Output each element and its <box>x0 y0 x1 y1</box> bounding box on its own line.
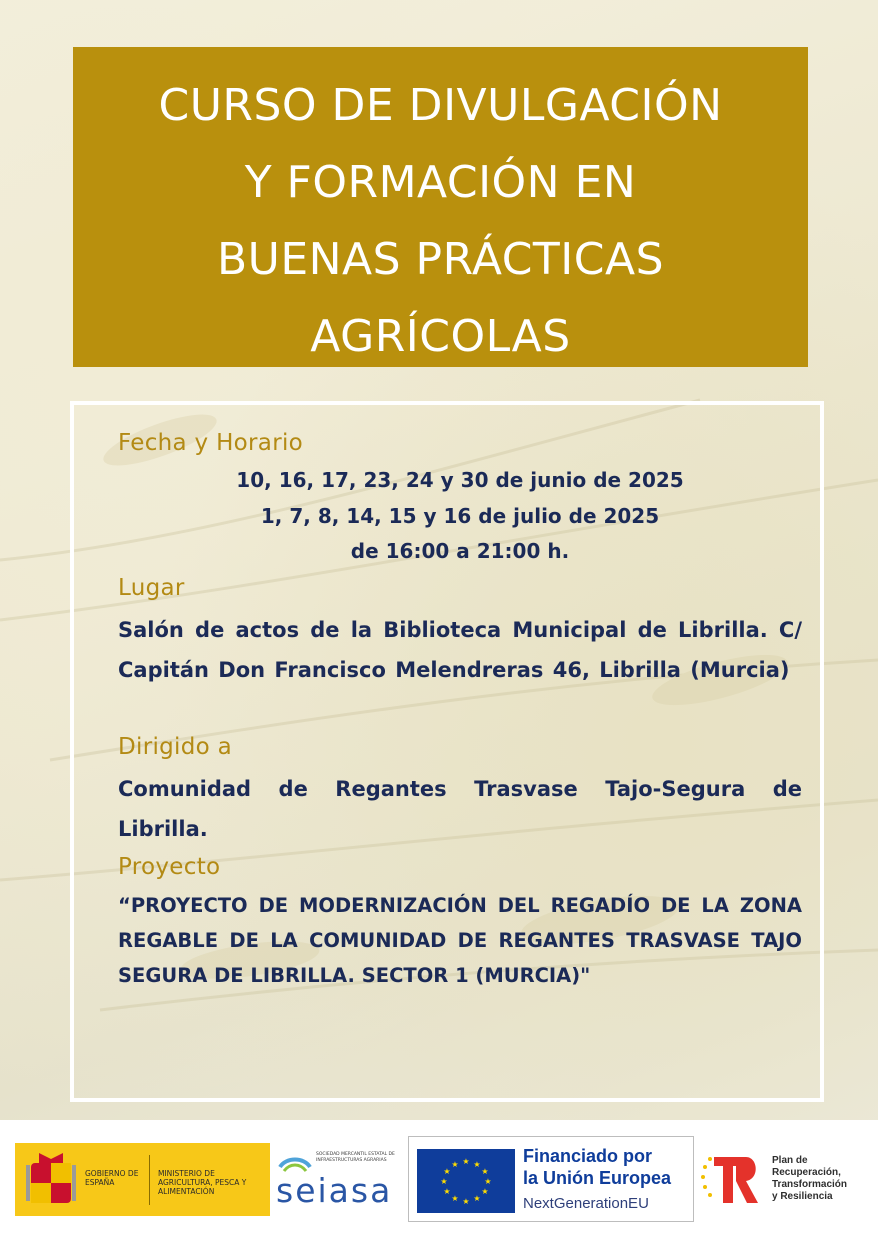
venue-address: Salón de actos de la Biblioteca Municipal de Librilla. C/ Capitán Don Francisco Melendreras 46, Librilla (Murcia) <box>118 618 802 682</box>
svg-text:★: ★ <box>473 1194 481 1203</box>
title-line: CURSO DE DIVULGACIÓN <box>158 80 723 131</box>
prtr-line: Transformación <box>772 1179 848 1190</box>
title-line: BUENAS PRÁCTICAS <box>216 234 665 285</box>
audience-heading: Dirigido a <box>118 734 233 760</box>
coat-of-arms-icon <box>25 1149 77 1209</box>
next-generation-eu-text: NextGenerationEU <box>523 1195 649 1212</box>
prtr-text <box>772 1155 868 1203</box>
svg-text:★: ★ <box>443 1167 451 1176</box>
svg-text:★: ★ <box>462 1197 470 1206</box>
seiasa-wordmark: seiasa <box>276 1171 393 1210</box>
seiasa-logo <box>270 1143 408 1216</box>
course-title <box>73 47 808 367</box>
svg-text:★: ★ <box>462 1157 470 1166</box>
svg-text:★: ★ <box>451 1194 459 1203</box>
eu-line: Financiado por <box>523 1146 653 1166</box>
schedule-june-dates: 10, 16, 17, 23, 24 y 30 de junio de 2025 <box>236 468 684 492</box>
audience-text: Comunidad de Regantes Trasvase Tajo-Segura de Librilla. <box>118 777 802 841</box>
svg-text:★: ★ <box>440 1177 448 1186</box>
prtr-line: Plan de <box>772 1155 808 1166</box>
schedule-hours: de 16:00 a 21:00 h. <box>350 539 570 563</box>
eu-line: la Unión Europea <box>523 1168 672 1188</box>
eu-flag-icon <box>417 1149 515 1213</box>
svg-text:★: ★ <box>481 1187 489 1196</box>
svg-text:★: ★ <box>484 1177 492 1186</box>
prtr-line: y Resiliencia <box>772 1191 833 1202</box>
gobierno-espana-logo <box>15 1143 270 1216</box>
prtr-line: Recuperación, <box>772 1167 841 1178</box>
divider <box>149 1155 150 1205</box>
svg-text:★: ★ <box>481 1167 489 1176</box>
svg-text:★: ★ <box>451 1160 459 1169</box>
title-line: Y FORMACIÓN EN <box>244 157 637 208</box>
gobierno-text: GOBIERNO DE ESPAÑA <box>85 1169 139 1187</box>
schedule-july-dates: 1, 7, 8, 14, 15 y 16 de julio de 2025 <box>260 504 660 528</box>
seiasa-tagline: SOCIEDAD MERCANTIL ESTATAL DE INFRAESTRUCTURAS AGRARIAS <box>316 1152 395 1163</box>
eu-funding-text <box>523 1145 671 1189</box>
eu-funding-logo <box>408 1136 694 1222</box>
schedule-heading: Fecha y Horario <box>118 430 304 456</box>
venue-heading: Lugar <box>118 575 185 601</box>
ministerio-text: MINISTERIO DE AGRICULTURA, PESCA Y ALIMENTACIÓN <box>158 1169 247 1196</box>
svg-text:★: ★ <box>473 1160 481 1169</box>
project-text: “PROYECTO DE MODERNIZACIÓN DEL REGADÍO DE LA ZONA REGABLE DE LA COMUNIDAD DE REGANTES TRASVASE TAJO SEGURA DE LIBRILLA. SECTOR 1 (MURCIA)" <box>118 894 802 987</box>
project-heading: Proyecto <box>118 854 221 880</box>
svg-text:★: ★ <box>443 1187 451 1196</box>
prtr-logo <box>698 1143 868 1216</box>
prtr-tr-icon <box>700 1149 766 1209</box>
title-line: AGRÍCOLAS <box>310 311 571 362</box>
